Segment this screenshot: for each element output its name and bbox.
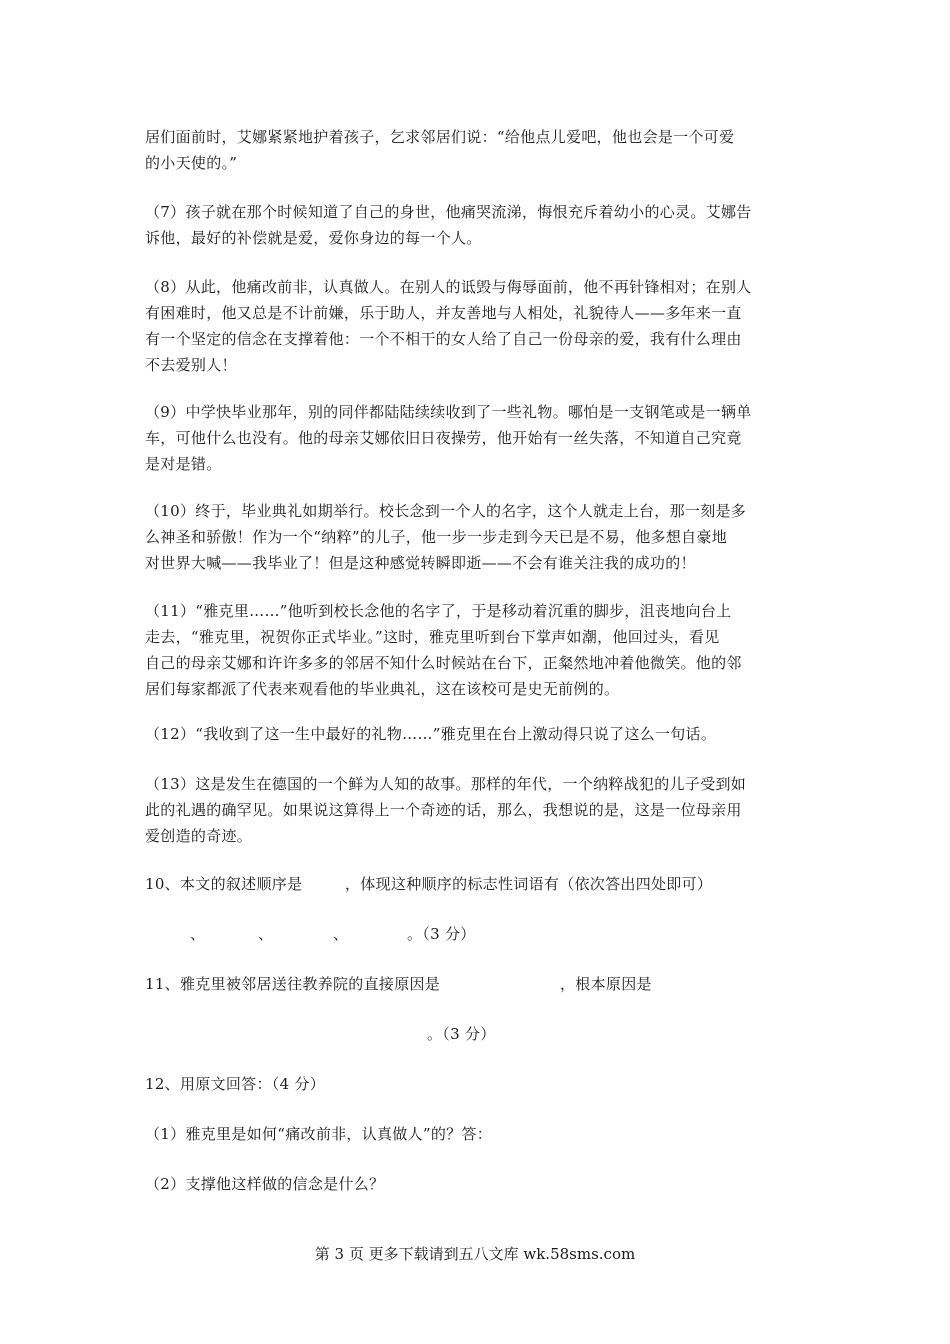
question-11-score: 。（3 分）	[427, 1025, 496, 1043]
paragraph-11	[145, 598, 810, 702]
question-11-prompt-a: 11、雅克里被邻居送往教养院的直接原因是	[145, 975, 441, 993]
text-line: 不去爱别人！	[145, 356, 237, 374]
question-12-part-1: （1）雅克里是如何“痛改前非，认真做人”的？答：	[145, 1125, 493, 1143]
question-12-prompt: 12、用原文回答：（4 分）	[145, 1075, 326, 1093]
text-line: （11）“雅克里……”他听到校长念他的名字了，于是移动着沉重的脚步，沮丧地向台上	[145, 602, 732, 620]
page-footer: 第 3 页 更多下载请到五八文库 wk.58sms.com	[314, 1245, 636, 1263]
question-10-separator: 、	[190, 925, 206, 943]
question-10-score: 。（3 分）	[407, 925, 476, 943]
paragraph-10	[145, 498, 810, 576]
text-line: 居们面前时，艾娜紧紧地护着孩子，乞求邻居们说：“给他点儿爱吧，他也会是一个可爱	[145, 128, 735, 146]
text-line: 爱创造的奇迹。	[145, 827, 253, 845]
text-line: （12）“我收到了这一生中最好的礼物……”雅克里在台上激动得只说了这么一句话。	[145, 725, 717, 743]
text-line: 走去，“雅克里，祝贺你正式毕业。”这时，雅克里听到台下掌声如潮，他回过头，看见	[145, 628, 720, 646]
paragraph-12	[145, 721, 810, 747]
paragraph-8	[145, 274, 810, 378]
text-line: （10）终于，毕业典礼如期举行。校长念到一个人的名字，这个人就走上台，那一刻是多	[145, 502, 747, 520]
question-10-separator: 、	[258, 925, 274, 943]
paragraph-13	[145, 771, 810, 849]
text-line: 对世界大喊——我毕业了！但是这种感觉转瞬即逝——不会有谁关注我的成功的！	[145, 554, 696, 572]
question-12-part-2: （2）支撑他这样做的信念是什么？	[145, 1175, 385, 1193]
text-line: （9）中学快毕业那年，别的同伴都陆陆续续收到了一些礼物。哪怕是一支钢笔或是一辆单	[145, 403, 752, 421]
paragraph-6-continued	[145, 124, 810, 176]
paragraph-9	[145, 399, 810, 477]
question-11-prompt-b: ，根本原因是	[560, 975, 652, 993]
text-line: 车，可他什么也没有。他的母亲艾娜依旧日夜操劳，他开始有一丝失落，不知道自己究竟	[145, 429, 742, 447]
text-line: 是对是错。	[145, 455, 222, 473]
text-line: 诉他，最好的补偿就是爱，爱你身边的每一个人。	[145, 229, 482, 247]
question-10-prompt-b: ，体现这种顺序的标志性词语有（依次答出四处即可）	[345, 875, 713, 893]
text-line: 有困难时，他又总是不计前嫌，乐于助人，并友善地与人相处，礼貌待人——多年来一直	[145, 304, 742, 322]
text-line: 居们每家都派了代表来观看他的毕业典礼，这在该校可是史无前例的。	[145, 680, 620, 698]
text-line: 有一个坚定的信念在支撑着他：一个不相干的女人给了自己一份母亲的爱，我有什么理由	[145, 330, 742, 348]
text-line: 么神圣和骄傲！作为一个“纳粹”的儿子，他一步一步走到今天已是不易，他多想自豪地	[145, 528, 728, 546]
text-line: （8）从此，他痛改前非，认真做人。在别人的诋毁与侮辱面前，他不再针锋相对；在别人	[145, 278, 752, 296]
question-10-separator: 、	[333, 925, 349, 943]
text-line: 自己的母亲艾娜和许许多多的邻居不知什么时候站在台下，正粲然地冲着他微笑。他的邻	[145, 654, 742, 672]
text-line: （7）孩子就在那个时候知道了自己的身世，他痛哭流涕，悔恨充斥着幼小的心灵。艾娜告	[145, 203, 752, 221]
text-line: 此的礼遇的确罕见。如果说这算得上一个奇迹的话，那么，我想说的是，这是一位母亲用	[145, 801, 742, 819]
question-10-prompt-a: 10、本文的叙述顺序是	[145, 875, 303, 893]
text-line: 的小天使的。”	[145, 154, 238, 172]
paragraph-7	[145, 199, 810, 251]
text-line: （13）这是发生在德国的一个鲜为人知的故事。那样的年代，一个纳粹战犯的儿子受到如	[145, 775, 747, 793]
